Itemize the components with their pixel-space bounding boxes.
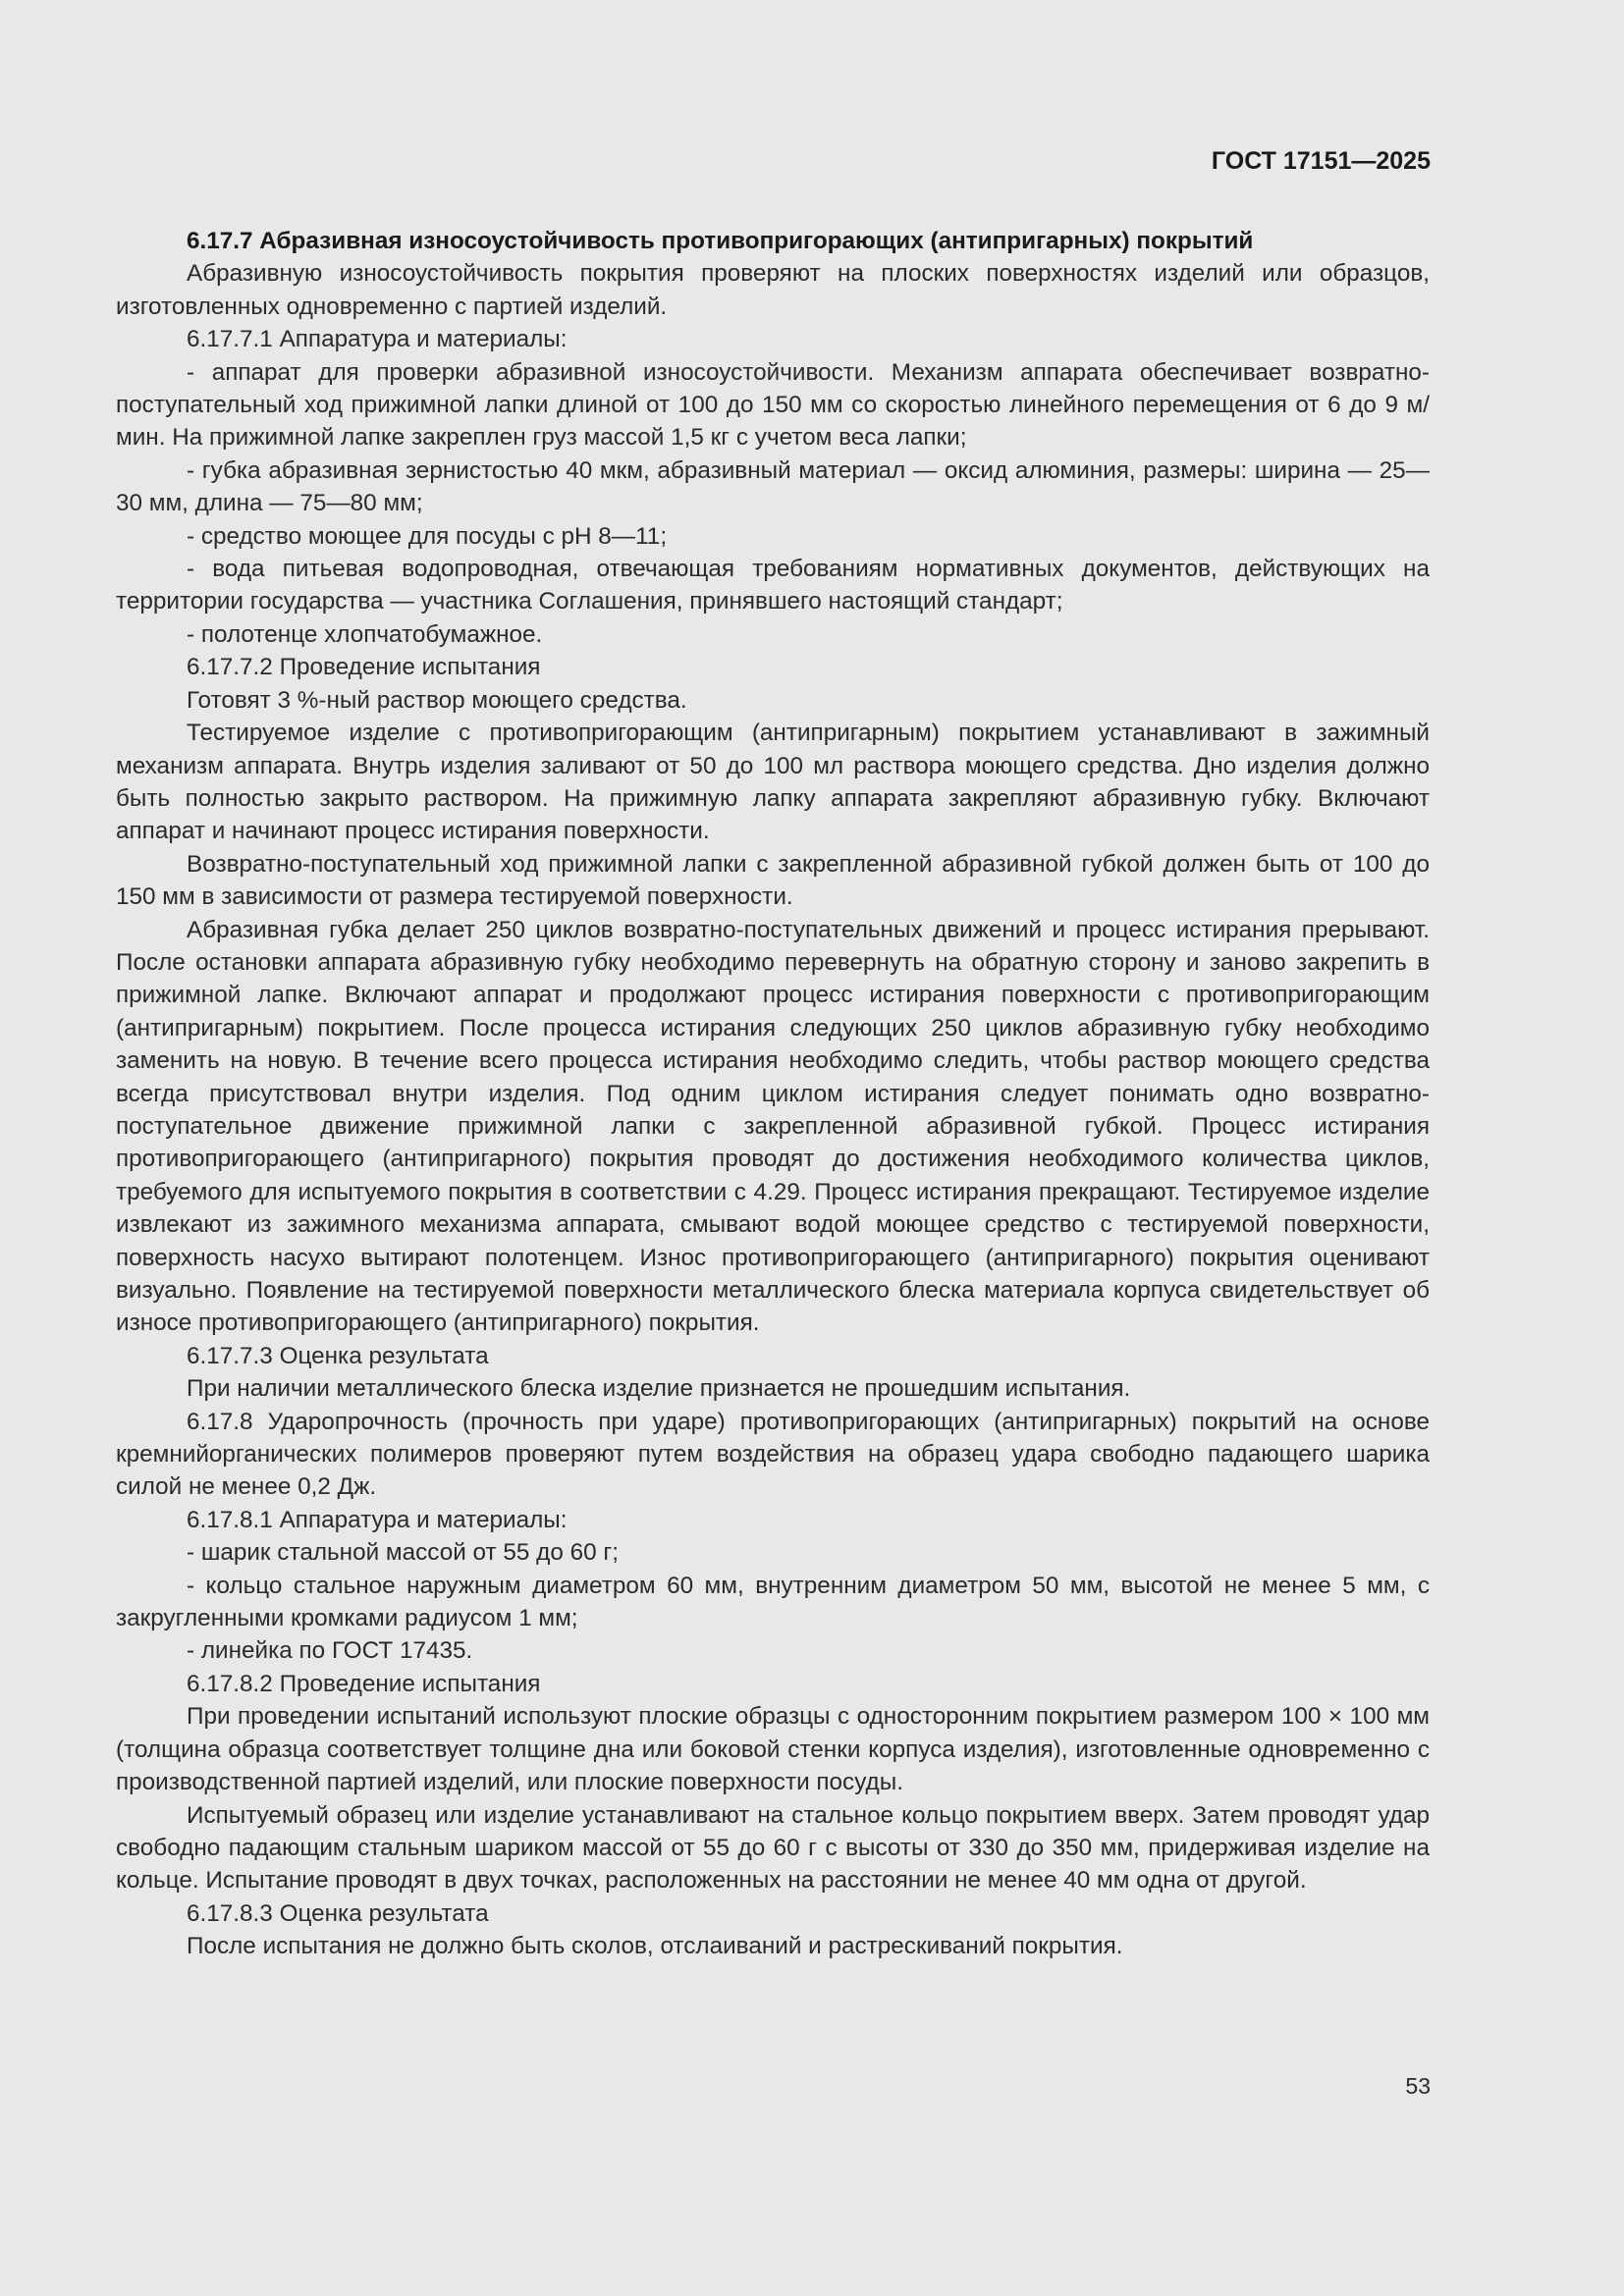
paragraph: Готовят 3 %-ный раствор моющего средства.: [187, 686, 687, 714]
document-header: ГОСТ 17151—2025: [1211, 147, 1431, 175]
paragraph: Возвратно-поступательный ход прижимной лапки с закрепленной абразивной губкой должен быть от 100 до 150 мм в зависимости от размера тестируемой поверхности.: [116, 850, 1430, 911]
subsection-title: 6.17.7.1 Аппаратура и материалы:: [187, 326, 568, 353]
paragraph: При наличии металлического блеска изделие признается не прошедшим испытания.: [187, 1375, 1131, 1403]
paragraph: Испытуемый образец или изделие устанавливают на стальное кольцо покрытием вверх. Затем проводят удар свободно падающим стальным шариком массой от 55 до 60 г с высоты от 330 до 350 мм, придерживая изделие на кольце. Испытание проводят в двух точках, расположенных на расстоянии не менее 40 мм одна от другой.: [116, 1801, 1430, 1895]
list-item: - средство моющее для посуды с рН 8—11;: [187, 522, 668, 550]
subsection-title: 6.17.8.3 Оценка результата: [187, 1899, 489, 1927]
document-body: [116, 225, 1430, 1963]
subsection-title: 6.17.8.2 Проведение испытания: [187, 1670, 541, 1697]
list-item: - губка абразивная зернистостью 40 мкм, абразивный материал — оксид алюминия, размеры: ширина — 25—30 мм, длина — 75—80 мм;: [116, 456, 1430, 517]
page-number: 53: [1405, 2073, 1431, 2099]
list-item: - вода питьевая водопроводная, отвечающая требованиям нормативных документов, действующих на территории государства — участника Соглашения, принявшего настоящий стандарт;: [116, 556, 1430, 615]
paragraph: Абразивную износоустойчивость покрытия проверяют на плоских поверхностях изделий или образцов, изготовленных одновременно с партией изделий.: [116, 260, 1430, 320]
subsection-title: 6.17.7.3 Оценка результата: [187, 1342, 489, 1369]
subsection-title: 6.17.7.2 Проведение испытания: [187, 654, 541, 681]
section-heading-6-17-7: 6.17.7 Абразивная износоустойчивость противопригорающих (антипригарных) покрытий: [187, 228, 1254, 254]
list-item: - полотенце хлопчатобумажное.: [187, 620, 543, 648]
paragraph: 6.17.8 Ударопрочность (прочность при ударе) противопригорающих (антипригарных) покрытий на основе кремнийорганических полимеров проверяют путем воздействия на образец удара свободно падающего шарика силой не менее 0,2 Дж.: [116, 1408, 1430, 1501]
list-item: - линейка по ГОСТ 17435.: [187, 1637, 473, 1665]
paragraph: После испытания не должно быть сколов, отслаиваний и растрескиваний покрытия.: [187, 1933, 1123, 1960]
paragraph: При проведении испытаний используют плоские образцы с односторонним покрытием размером 100 × 100 мм (толщина образца соответствует толщине дна или боковой стенки корпуса изделия), изготовленные одновременно с производственной партией изделий, или плоские поверхности посуды.: [116, 1703, 1430, 1796]
list-item: - аппарат для проверки абразивной износоустойчивости. Механизм аппарата обеспечивает возвратно-поступательный ход прижимной лапки длиной от 100 до 150 мм со скоростью линейного перемещения от 6 до 9 м/мин. На прижимной лапке закреплен груз массой 1,5 кг с учетом веса лапки;: [116, 358, 1430, 452]
list-item: - шарик стальной массой от 55 до 60 г;: [187, 1539, 620, 1567]
paragraph: Абразивная губка делает 250 циклов возвратно-поступательных движений и процесс истирания прерывают. После остановки аппарата абразивную губку необходимо перевернуть на обратную сторону и заново закрепить в прижимной лапке. Включают аппарат и продолжают процесс истирания поверхности с противопригорающим (антипригарным) покрытием. После процесса истирания следующих 250 циклов абразивную губку необходимо заменить на новую. В течение всего процесса истирания необходимо следить, чтобы раствор моющего средства всегда присутствовал внутри изделия. Под одним циклом истирания следует понимать одно возвратно-поступательное движение прижимной лапки с закрепленной абразивной губкой. Процесс истирания противопригорающего (антипригарного) покрытия проводят до достижения необходимого количества циклов, требуемого для испытуемого покрытия в соответствии с 4.29. Процесс истирания прекращают. Тестируемое изделие извлекают из зажимного механизма аппарата, смывают водой моющее средство с тестируемой поверхности, поверхность насухо вытирают полотенцем. Износ противопригорающего (антипригарного) покрытия оценивают визуально. Появление на тестируемой поверхности металлического блеска материала корпуса свидетельствует об износе противопригорающего (антипригарного) покрытия.: [116, 916, 1430, 1337]
list-item: - кольцо стальное наружным диаметром 60 мм, внутренним диаметром 50 мм, высотой не менее 5 мм, с закругленными кромками радиусом 1 мм;: [116, 1572, 1430, 1632]
subsection-title: 6.17.8.1 Аппаратура и материалы:: [187, 1506, 568, 1533]
paragraph: Тестируемое изделие с противопригорающим (антипригарным) покрытием устанавливают в зажимный механизм аппарата. Внутрь изделия заливают от 50 до 100 мл раствора моющего средства. Дно изделия должно быть полностью закрыто раствором. На прижимную лапку аппарата закрепляют абразивную губку. Включают аппарат и начинают процесс истирания поверхности.: [116, 720, 1430, 845]
